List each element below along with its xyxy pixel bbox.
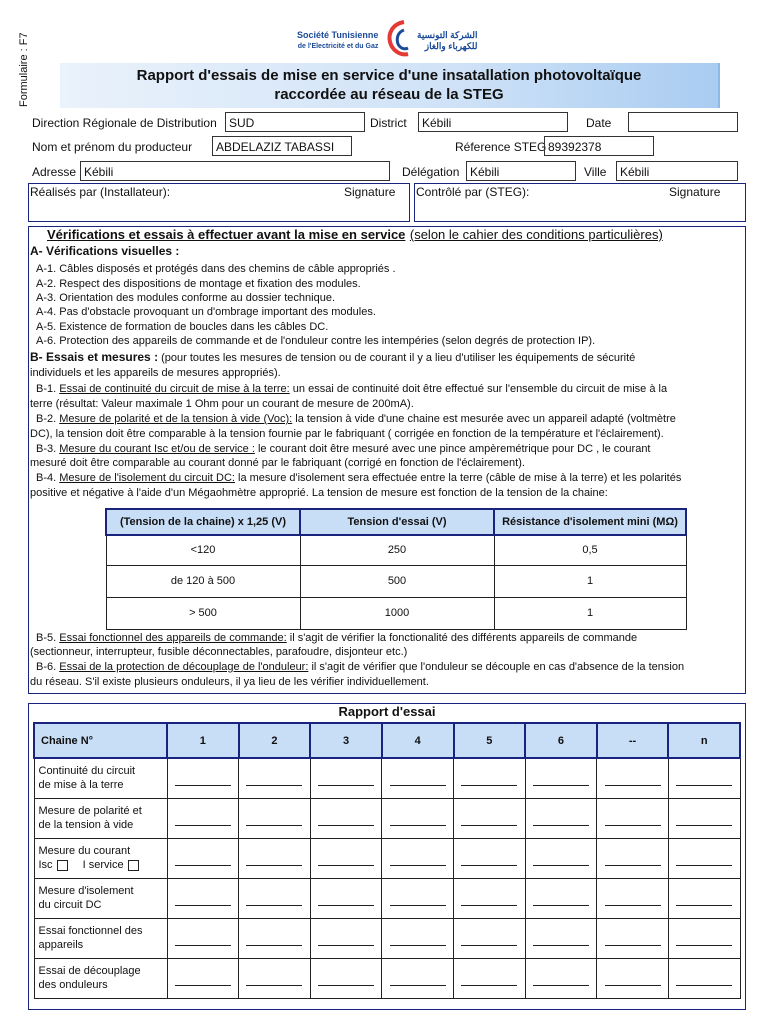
result-blank[interactable] <box>461 891 517 906</box>
result-cell[interactable] <box>382 918 454 958</box>
test-label <box>34 878 167 918</box>
adresse-field[interactable]: Kébili <box>80 161 390 181</box>
result-blank[interactable] <box>533 971 589 986</box>
result-blank[interactable] <box>605 931 661 946</box>
result-blank[interactable] <box>390 931 446 946</box>
insulation-header: Tension d'essai (V) <box>300 509 494 535</box>
b3-prefix: B-3. <box>36 443 60 455</box>
result-cell[interactable] <box>239 758 311 798</box>
b4-text1: la mesure d'isolement sera effectuée entre la terre (câble de mise à la terre) et les polarités <box>234 472 682 484</box>
insulation-cell: 1 <box>494 565 686 597</box>
result-blank[interactable] <box>533 811 589 826</box>
result-blank[interactable] <box>461 851 517 866</box>
chaine-column-header: 5 <box>454 723 526 758</box>
a-item: A-6. Protection des appareils de commande et de l'onduleur contre les intempéries (selon degrés de protection IP). <box>36 335 596 347</box>
result-blank[interactable] <box>676 931 732 946</box>
result-blank[interactable] <box>175 891 231 906</box>
result-cell[interactable] <box>382 838 454 878</box>
result-cell[interactable] <box>525 918 597 958</box>
b4-prefix: B-4. <box>36 472 60 484</box>
section-a-title: A- Vérifications visuelles : <box>30 244 180 258</box>
b4-line2: positive et négative à l'aide d'un Mégaohmètre approprié. La tension de mesure est fonction de la tension de la chaine: <box>30 487 608 499</box>
test-label-line1: Mesure de polarité et <box>38 805 142 817</box>
logo-text-fr <box>297 30 378 52</box>
iservice-label: I service <box>82 859 124 871</box>
result-blank[interactable] <box>246 971 302 986</box>
result-blank[interactable] <box>318 931 374 946</box>
test-label <box>34 838 167 878</box>
b1-prefix: B-1. <box>36 383 60 395</box>
producteur-label: Nom et prénom du producteur <box>32 140 193 154</box>
result-blank[interactable] <box>461 971 517 986</box>
insulation-cell: 1000 <box>300 597 494 629</box>
title-line2: raccordée au réseau de la STEG <box>274 86 504 103</box>
reference-field[interactable]: 89392378 <box>544 136 654 156</box>
insulation-header: (Tension de la chaine) x 1,25 (V) <box>106 509 300 535</box>
result-cell[interactable] <box>239 838 311 878</box>
result-cell[interactable] <box>668 958 740 998</box>
insulation-cell: 500 <box>300 565 494 597</box>
result-blank[interactable] <box>390 891 446 906</box>
chaine-column-header: 1 <box>167 723 239 758</box>
result-cell[interactable] <box>167 958 239 998</box>
b3-title: Mesure du courant Isc et/ou de service : <box>59 443 255 455</box>
result-cell[interactable] <box>525 878 597 918</box>
result-blank[interactable] <box>318 891 374 906</box>
b2-line2: DC), la tension doit être comparable à la tension fournie par le fabriquant ( corrigée en fonction de la température et l'éclairement). <box>30 428 664 440</box>
section-b-intro <box>30 351 635 365</box>
reference-label: Réference STEG <box>455 140 547 154</box>
result-blank[interactable] <box>390 971 446 986</box>
rapport-title: Rapport d'essai <box>338 704 436 719</box>
table-row <box>34 798 740 838</box>
title-line1: Rapport d'essais de mise en service d'une insatallation photovoltaïque <box>136 67 642 84</box>
result-cell[interactable] <box>310 798 382 838</box>
result-blank[interactable] <box>533 851 589 866</box>
logo-ar-line2: للكهرباء والغاز <box>424 41 478 51</box>
b-intro-line1: (pour toutes les mesures de tension ou de courant il y a lieu d'utiliser les équipements de sécurité <box>158 352 636 364</box>
delegation-label: Délégation <box>402 165 460 179</box>
result-blank[interactable] <box>605 971 661 986</box>
installateur-signature-box[interactable] <box>28 183 410 222</box>
result-cell[interactable] <box>597 958 669 998</box>
chaine-column-header: 6 <box>525 723 597 758</box>
table-row <box>34 758 740 798</box>
insulation-cell: > 500 <box>106 597 300 629</box>
result-blank[interactable] <box>461 931 517 946</box>
result-cell[interactable] <box>310 758 382 798</box>
test-label-line2: des onduleurs <box>38 979 108 991</box>
result-blank[interactable] <box>461 771 517 786</box>
b2-line1 <box>36 413 676 426</box>
result-cell[interactable] <box>525 758 597 798</box>
result-cell[interactable] <box>167 758 239 798</box>
result-cell[interactable] <box>454 918 526 958</box>
test-label-line2: de mise à la terre <box>38 779 124 792</box>
result-cell[interactable] <box>525 798 597 838</box>
steg-label: Contrôlé par (STEG): <box>416 185 530 199</box>
b4-line1 <box>36 472 681 485</box>
direction-label: Direction Régionale de Distribution <box>32 116 217 130</box>
section-b-title: B- Essais et mesures : <box>30 350 159 364</box>
insulation-cell: 250 <box>300 535 494 565</box>
a-item: A-4. Pas d'obstacle provoquant un d'ombrage important des modules. <box>36 306 376 318</box>
result-cell[interactable] <box>597 838 669 878</box>
b6-line1 <box>36 661 684 674</box>
ville-field[interactable]: Kébili <box>616 161 738 181</box>
result-cell[interactable] <box>668 918 740 958</box>
b1-text1: un essai de continuité doit être effectué sur l'ensemble du circuit de mise à la <box>289 383 668 395</box>
test-label-line2: appareils <box>38 939 84 951</box>
result-blank[interactable] <box>605 811 661 826</box>
result-cell[interactable] <box>382 798 454 838</box>
result-blank[interactable] <box>175 931 231 946</box>
table-row <box>34 878 740 918</box>
chaine-header: Chaine N° <box>34 723 167 758</box>
result-blank[interactable] <box>246 851 302 866</box>
result-blank[interactable] <box>676 811 732 826</box>
chaine-column-header: 4 <box>382 723 454 758</box>
date-field[interactable] <box>628 112 738 132</box>
insulation-header: Résistance d'isolement mini (MΩ) <box>494 509 686 535</box>
a-item: A-2. Respect des dispositions de montage et fixation des modules. <box>36 278 361 290</box>
b3-text1: le courant doit être mesuré avec une pince ampèremétrique pour DC , le courant <box>254 443 651 455</box>
result-cell[interactable] <box>167 838 239 878</box>
result-cell[interactable] <box>310 878 382 918</box>
insulation-cell: 1 <box>494 597 686 629</box>
result-blank[interactable] <box>175 811 231 826</box>
table-row <box>34 918 740 958</box>
result-blank[interactable] <box>390 851 446 866</box>
test-label-line2: de la tension à vide <box>38 819 134 831</box>
a-item: A-3. Orientation des modules conforme au dossier technique. <box>36 292 335 304</box>
result-blank[interactable] <box>676 851 732 866</box>
verification-heading <box>47 226 663 244</box>
rapport-table <box>33 722 741 999</box>
b1-title: Essai de continuité du circuit de mise à la terre: <box>59 383 290 395</box>
result-cell[interactable] <box>167 878 239 918</box>
test-label <box>34 958 167 998</box>
result-cell[interactable] <box>382 958 454 998</box>
result-blank[interactable] <box>676 891 732 906</box>
isc-checkbox[interactable] <box>57 860 68 871</box>
a-item: A-1. Câbles disposés et protégés dans des chemins de câble appropriés . <box>36 263 396 275</box>
b3-line1 <box>36 443 651 456</box>
insulation-cell: de 120 à 500 <box>106 565 300 597</box>
result-blank[interactable] <box>246 931 302 946</box>
producteur-field[interactable]: ABDELAZIZ TABASSI <box>212 136 352 156</box>
test-label-line2 <box>39 858 166 872</box>
isc-label: Isc <box>38 859 53 871</box>
steg-logo-icon <box>384 18 412 58</box>
chaine-column-header: 2 <box>239 723 311 758</box>
b5-text1: il s'agit de vérifier la fonctionalité des différents appareils de commande <box>286 632 638 644</box>
b1-line2: terre (résultat: Valeur maximale 1 Ohm pour un courant de mesure de 200mA). <box>30 398 414 410</box>
b6-title: Essai de la protection de découplage de l'onduleur: <box>59 661 309 673</box>
result-blank[interactable] <box>533 891 589 906</box>
result-cell[interactable] <box>239 918 311 958</box>
result-blank[interactable] <box>175 971 231 986</box>
b5-line2: (sectionneur, interrupteur, fusible déconnectables, parafoudre, disjonteur etc.) <box>30 646 408 658</box>
result-cell[interactable] <box>668 878 740 918</box>
b6-prefix: B-6. <box>36 661 60 673</box>
b5-title: Essai fonctionnel des appareils de commande: <box>59 632 287 644</box>
delegation-field[interactable]: Kébili <box>466 161 576 181</box>
result-cell[interactable] <box>525 958 597 998</box>
b2-prefix: B-2. <box>36 413 60 425</box>
result-blank[interactable] <box>605 891 661 906</box>
verification-subtitle: (selon le cahier des conditions particulières) <box>409 227 663 242</box>
table-row <box>34 838 740 878</box>
b2-title: Mesure de polarité et de la tension à vide (Voc): <box>59 413 293 425</box>
b3-line2: mesuré doit être comparable au courant donné par le fabriquant (corrigé en fonction de l'éclairement). <box>30 457 525 469</box>
title-banner <box>60 63 720 108</box>
test-label-line2: du circuit DC <box>38 899 102 911</box>
b6-line2: du réseau. S'il existe plusieurs onduleurs, il ya lieu de les vérifier individuellement. <box>30 676 429 688</box>
test-label-line1: Mesure d'isolement <box>38 885 134 897</box>
result-blank[interactable] <box>318 971 374 986</box>
result-blank[interactable] <box>605 851 661 866</box>
result-blank[interactable] <box>676 971 732 986</box>
result-cell[interactable] <box>310 958 382 998</box>
result-cell[interactable] <box>454 838 526 878</box>
result-cell[interactable] <box>310 838 382 878</box>
date-label: Date <box>586 116 612 130</box>
test-label-line1: Essai fonctionnel des <box>38 925 143 937</box>
result-cell[interactable] <box>454 958 526 998</box>
result-blank[interactable] <box>533 771 589 786</box>
result-cell[interactable] <box>239 878 311 918</box>
steg-signature-label: Signature <box>669 185 721 199</box>
result-blank[interactable] <box>318 851 374 866</box>
test-label <box>34 798 167 838</box>
result-blank[interactable] <box>246 891 302 906</box>
chaine-column-header: 3 <box>310 723 382 758</box>
result-cell[interactable] <box>239 958 311 998</box>
b2-text1: la tension à vide d'une chaine est mesurée avec un appareil adapté (voltmètre <box>292 413 676 425</box>
result-cell[interactable] <box>454 798 526 838</box>
result-cell[interactable] <box>310 918 382 958</box>
test-label-line1: Continuité du circuit <box>38 765 136 778</box>
b5-prefix: B-5. <box>36 632 60 644</box>
test-label-line1: Mesure du courant <box>38 845 131 857</box>
b4-title: Mesure de l'isolement du circuit DC: <box>59 472 235 484</box>
steg-signature-box[interactable] <box>414 183 746 222</box>
result-cell[interactable] <box>382 878 454 918</box>
result-cell[interactable] <box>597 918 669 958</box>
page-title <box>60 63 718 104</box>
ville-label: Ville <box>584 165 607 179</box>
result-cell[interactable] <box>239 798 311 838</box>
result-cell[interactable] <box>382 758 454 798</box>
result-blank[interactable] <box>390 771 446 786</box>
result-blank[interactable] <box>175 851 231 866</box>
result-blank[interactable] <box>390 811 446 826</box>
result-blank[interactable] <box>533 931 589 946</box>
installateur-label: Réalisés par (Installateur): <box>30 185 171 199</box>
result-cell[interactable] <box>668 838 740 878</box>
insulation-cell: 0,5 <box>494 535 686 565</box>
result-cell[interactable] <box>668 758 740 798</box>
result-blank[interactable] <box>461 811 517 826</box>
result-cell[interactable] <box>454 758 526 798</box>
result-cell[interactable] <box>525 838 597 878</box>
result-cell[interactable] <box>454 878 526 918</box>
table-row <box>34 958 740 998</box>
district-label: District <box>370 116 407 130</box>
result-blank[interactable] <box>246 811 302 826</box>
test-label-line1: Essai de découplage <box>38 965 141 977</box>
result-cell[interactable] <box>597 878 669 918</box>
result-cell[interactable] <box>668 798 740 838</box>
b-intro-line2: individuels et les appareils de mesures appropriés). <box>30 367 281 379</box>
result-cell[interactable] <box>167 918 239 958</box>
result-blank[interactable] <box>246 771 302 786</box>
test-label <box>34 918 167 958</box>
chaine-column-header: n <box>668 723 740 758</box>
insulation-table <box>105 508 687 630</box>
a-item: A-5. Existence de formation de boucles dans les câbles DC. <box>36 321 329 333</box>
b6-text1: il s'agit de vérifier que l'onduleur se découple en cas d'absence de la tension <box>308 661 685 673</box>
installateur-signature-label: Signature <box>344 185 396 199</box>
direction-field[interactable]: SUD <box>225 112 365 132</box>
test-label <box>34 758 167 798</box>
iservice-checkbox[interactable] <box>128 860 139 871</box>
logo-ar-line1: الشركة التونسية <box>417 30 478 40</box>
result-blank[interactable] <box>318 771 374 786</box>
form-code-label: Formulaire : F7 <box>18 32 30 108</box>
logo-fr-line1: Société Tunisienne <box>297 30 379 40</box>
district-field[interactable]: Kébili <box>418 112 568 132</box>
result-blank[interactable] <box>175 771 231 786</box>
verification-title: Vérifications et essais à effectuer avant la mise en service <box>47 227 406 242</box>
chaine-column-header: -- <box>597 723 669 758</box>
b1-line1 <box>36 383 667 396</box>
logo-text-ar <box>417 30 478 52</box>
result-blank[interactable] <box>318 811 374 826</box>
adresse-label: Adresse <box>32 165 77 179</box>
result-blank[interactable] <box>676 771 732 786</box>
logo-fr-line2: de l'Electricité et du Gaz <box>297 43 379 50</box>
result-blank[interactable] <box>605 771 661 786</box>
b5-line1 <box>36 632 637 645</box>
result-cell[interactable] <box>597 758 669 798</box>
insulation-cell: <120 <box>106 535 300 565</box>
result-cell[interactable] <box>597 798 669 838</box>
result-cell[interactable] <box>167 798 239 838</box>
